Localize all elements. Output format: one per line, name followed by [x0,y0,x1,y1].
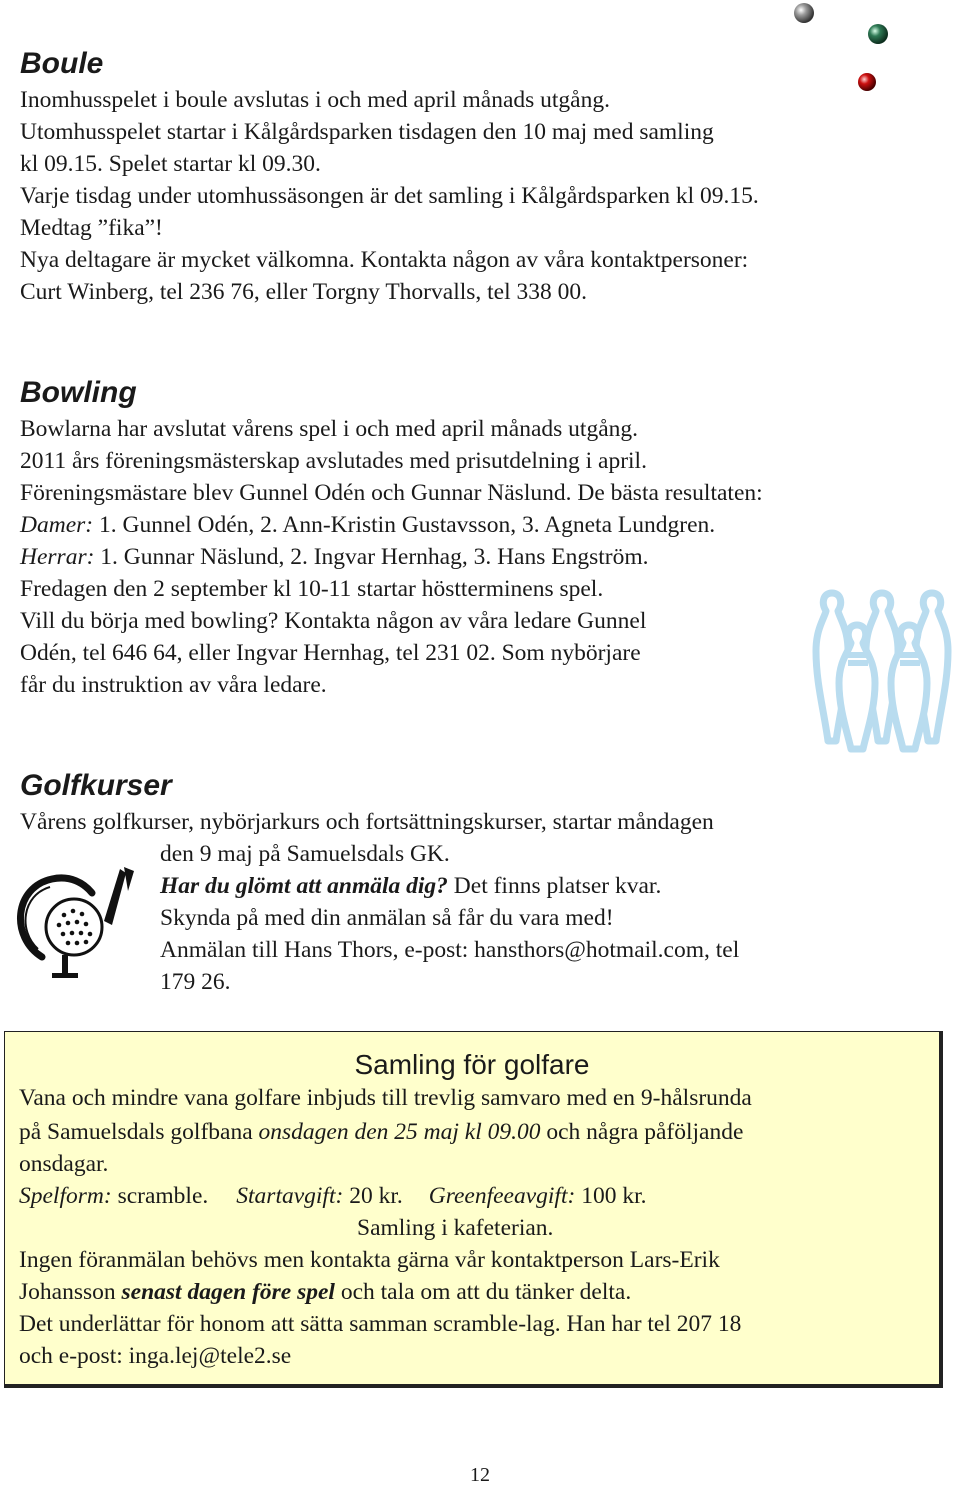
spelform-value: scramble. [111,1183,209,1209]
boule-line-7: Curt Winberg, tel 236 76, eller Torgny Thorvalls, tel 338 00. [20,279,588,305]
bowling-heading: Bowling [20,376,137,409]
golf-heading: Golfkurser [20,769,172,802]
spelform-label: Spelform: [19,1183,112,1209]
box-line-2b: och några påföljande [540,1119,744,1145]
damer-results: 1. Gunnel Odén, 2. Ann-Kristin Gustavsson, 3. Agneta Lundgren. [93,512,716,538]
boule-line-6: Nya deltagare är mycket välkomna. Kontakta någon av våra kontaktpersoner: [20,247,749,273]
boule-line-4: Varje tisdag under utomhussäsongen är det samling i Kålgårdsparken kl 09.15. [20,183,759,209]
greenfee-label: Greenfeeavgift: [428,1183,576,1209]
golf-club [104,869,126,925]
golf-line-1: Vårens golfkurser, nybörjarkurs och fortsättningskurser, startar måndagen [20,809,714,835]
box-line-7a: Johansson [19,1279,122,1305]
box-line-8: Det underlättar för honom att sätta samman scramble-lag. Han har tel 207 18 [19,1311,742,1337]
golf-reminder: Har du glömt att anmäla dig? [160,873,448,899]
box-line-2 [19,1116,743,1148]
green-boule-ball [868,24,888,44]
startavgift-label: Startavgift: [236,1183,344,1209]
greenfee-value: 100 kr. [575,1183,647,1209]
bowling-damer-line [20,509,715,541]
golf-line-2: den 9 maj på Samuelsdals GK. [160,841,450,867]
boule-line-2: Utomhusspelet startar i Kålgårdsparken tisdagen den 10 maj med samling [20,119,714,145]
box-title: Samling för golfare [354,1049,590,1080]
box-line-3: onsdagar. [19,1151,109,1177]
box-line-9: och e-post: inga.lej@tele2.se [19,1343,292,1369]
golf-places-left: Det finns platser kvar. [447,873,662,899]
box-fees-line [19,1180,646,1212]
boule-line-1: Inomhusspelet i boule avslutas i och med april månads utgång. [20,87,610,113]
golf-line-6: 179 26. [160,969,231,995]
box-line-6: Ingen föranmälan behövs men kontakta gärna vår kontaktperson Lars-Erik [19,1247,720,1273]
box-line-7 [19,1276,631,1308]
herrar-results: 1. Gunnar Näslund, 2. Ingvar Hernhag, 3. Hans Engström. [94,544,649,570]
boule-line-5: Medtag ”fika”! [20,215,163,241]
box-line-2a: på Samuelsdals golfbana [19,1119,259,1145]
bowling-pins-icon [812,585,952,755]
bowling-line-9: får du instruktion av våra ledare. [20,672,327,698]
golf-line-4: Skynda på med din anmälan så får du vara med! [160,905,614,931]
bowling-line-8: Odén, tel 646 64, eller Ingvar Hernhag, tel 231 02. Som nybörjare [20,640,641,666]
bowling-line-1: Bowlarna har avslutat vårens spel i och med april månads utgång. [20,416,638,442]
box-line-5: Samling i kafeterian. [357,1215,554,1241]
bowling-line-3: Föreningsmästare blev Gunnel Odén och Gunnar Näslund. De bästa resultaten: [20,480,763,506]
boule-balls-icon [780,0,920,100]
gray-boule-ball [794,3,814,23]
red-boule-ball [858,73,876,91]
page-number: 12 [470,1464,490,1486]
herrar-label: Herrar: [20,544,95,570]
golf-line-3 [160,870,661,902]
boule-line-3: kl 09.15. Spelet startar kl 09.30. [20,151,321,177]
bowling-line-2: 2011 års föreningsmästerskap avslutades med prisutdelning i april. [20,448,647,474]
golf-ball-club-icon [12,865,142,980]
box-date: onsdagen den 25 maj kl 09.00 [258,1119,541,1145]
box-deadline: senast dagen före spel [121,1279,335,1305]
bowling-herrar-line [20,541,649,573]
damer-label: Damer: [20,512,94,538]
box-line-7b: och tala om att du tänker delta. [334,1279,632,1305]
boule-heading: Boule [20,47,104,80]
golf-gathering-box [4,1031,943,1388]
startavgift-value: 20 kr. [343,1183,403,1209]
golf-line-5: Anmälan till Hans Thors, e-post: hansthors@hotmail.com, tel [160,937,740,963]
box-line-1: Vana och mindre vana golfare inbjuds till trevlig samvaro med en 9-hålsrunda [19,1085,752,1111]
bowling-line-6: Fredagen den 2 september kl 10-11 startar höstterminens spel. [20,576,604,602]
bowling-line-7: Vill du börja med bowling? Kontakta någon av våra ledare Gunnel [20,608,647,634]
golf-ball [46,899,102,955]
